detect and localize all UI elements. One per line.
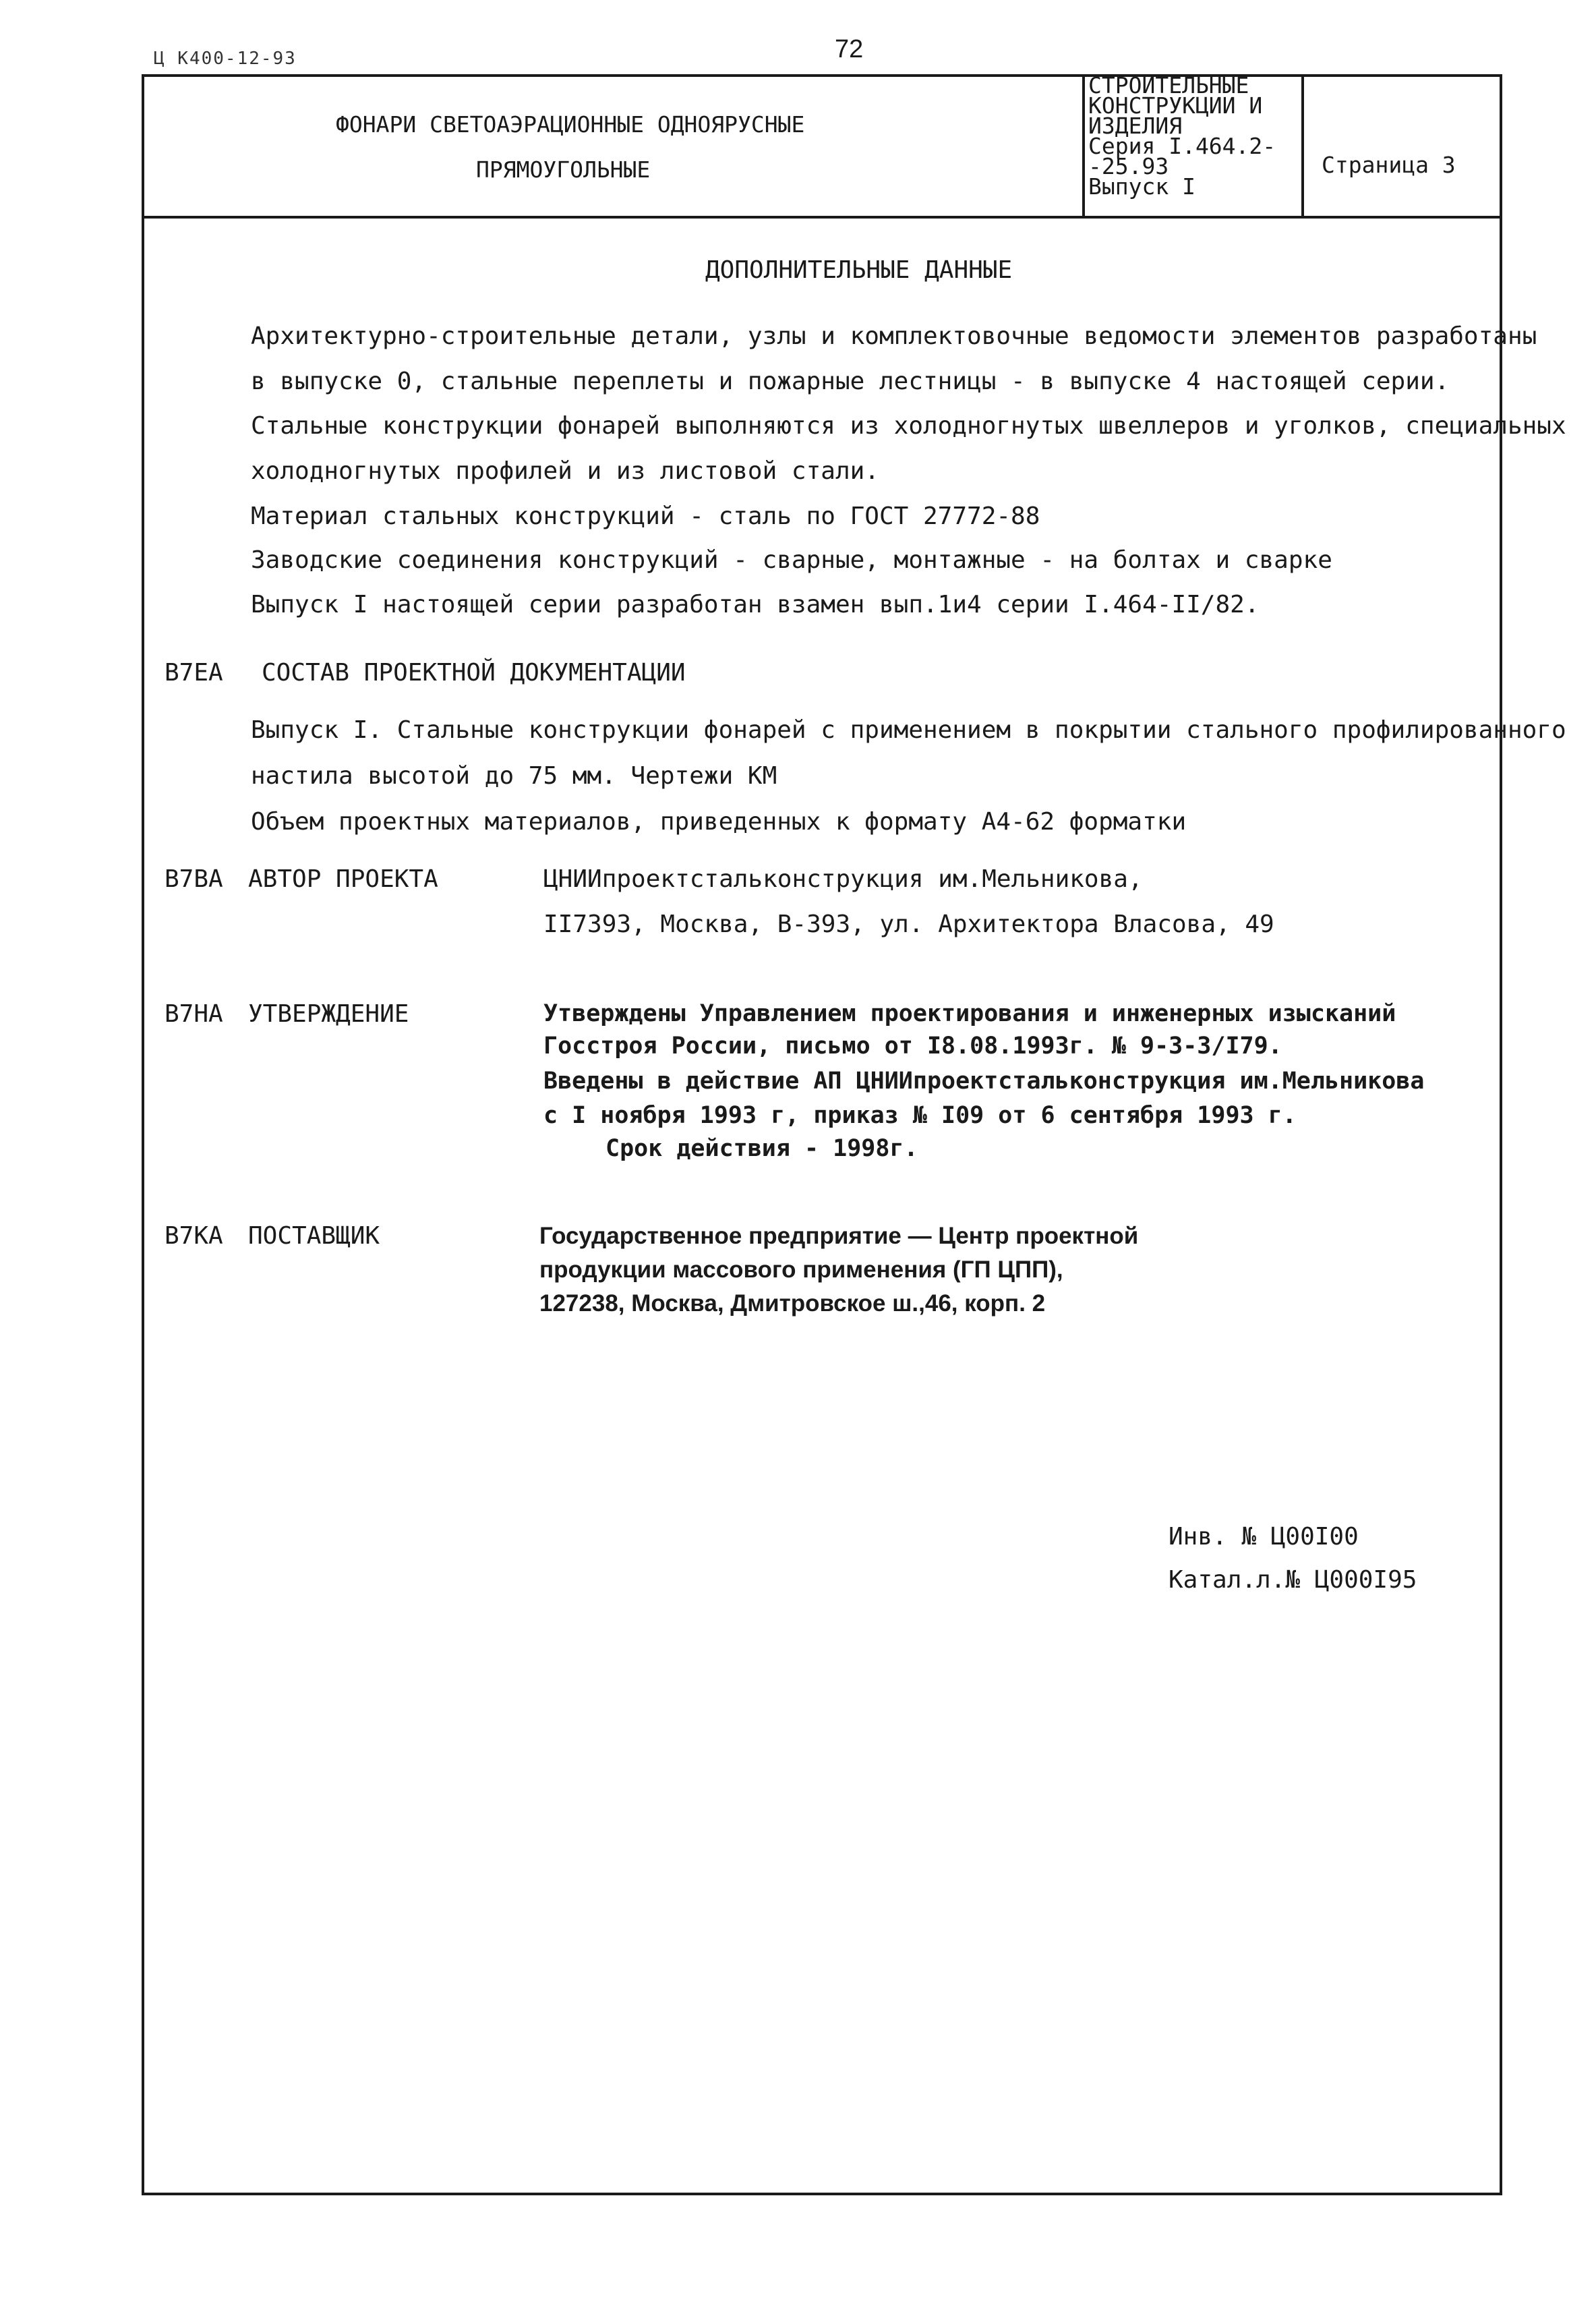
header-title-line2: ПРЯМОУГОЛЬНЫЕ	[476, 156, 651, 183]
b7ba-line: ЦНИИпроектстальконструкция им.Мельникова,	[543, 865, 1143, 893]
header-category-line: СТРОИТЕЛЬНЫЕ	[1088, 72, 1249, 98]
intro-line: в выпуске 0, стальные переплеты и пожарные лестницы - в выпуске 4 настоящей серии.	[251, 368, 1450, 395]
section-code-b7ba: B7BA	[165, 865, 223, 893]
intro-line: Стальные конструкции фонарей выполняются из холодногнутых швеллеров и уголков, специальных	[251, 412, 1566, 440]
header-category-line: Выпуск I	[1088, 173, 1195, 200]
intro-line: Заводские соединения конструкций - сварные, монтажные - на болтах и сварке	[251, 546, 1332, 574]
header-divider	[142, 216, 1502, 219]
section-heading-b7ea: СОСТАВ ПРОЕКТНОЙ ДОКУМЕНТАЦИИ	[262, 659, 686, 687]
section-heading-b7ba: АВТОР ПРОЕКТА	[248, 865, 438, 893]
section-heading-b7ka: ПОСТАВЩИК	[248, 1222, 380, 1250]
b7ha-line: Срок действия - 1998г.	[605, 1135, 918, 1162]
section-code-b7ea: B7EA	[165, 659, 223, 687]
section-heading-b7ha: УТВЕРЖДЕНИЕ	[248, 1000, 409, 1028]
intro-line: Материал стальных конструкций - сталь по ГОСТ 27772-88	[251, 502, 1040, 530]
section-code-b7ha: B7HA	[165, 1000, 223, 1028]
section-code-b7ka: B7KA	[165, 1222, 223, 1250]
inventory-number: Инв. № Ц00I00	[1169, 1523, 1359, 1551]
header-category-line: -25.93	[1088, 153, 1169, 179]
b7ha-line: Госстроя России, письмо от I8.08.1993г. № 9-3-3/I79.	[543, 1033, 1282, 1060]
intro-line: Выпуск I настоящей серии разработан взамен вып.1и4 серии I.464-II/82.	[251, 591, 1260, 618]
b7ea-line: настила высотой до 75 мм. Чертежи КМ	[251, 762, 777, 790]
b7ha-line: с I ноября 1993 г, приказ № I09 от 6 сентября 1993 г.	[543, 1102, 1297, 1129]
b7ka-line: Государственное предприятие — Центр проектной	[539, 1223, 1139, 1249]
header-vertical-divider-1	[1082, 74, 1085, 217]
header-category-line: Серия I.464.2-	[1088, 133, 1276, 159]
section-title: ДОПОЛНИТЕЛЬНЫЕ ДАННЫЕ	[705, 256, 1013, 284]
catalog-number: Катал.л.№ Ц000I95	[1169, 1566, 1417, 1594]
document-stamp: Ц К400-12-93	[154, 49, 297, 69]
intro-line: холодногнутых профилей и из листовой стали.	[251, 457, 879, 485]
header-vertical-divider-2	[1301, 74, 1304, 217]
b7ea-line: Выпуск I. Стальные конструкции фонарей с применением в покрытии стального профилированного	[251, 716, 1566, 744]
header-page-label: Страница 3	[1322, 152, 1456, 178]
header-category-line: КОНСТРУКЦИИ И	[1088, 92, 1263, 119]
intro-line: Архитектурно-строительные детали, узлы и комплектовочные ведомости элементов разработаны	[251, 322, 1537, 350]
b7ea-line: Объем проектных материалов, приведенных к формату А4-62 форматки	[251, 808, 1187, 836]
header-category	[1088, 72, 1276, 200]
b7ka-line: 127238, Москва, Дмитровское ш.,46, корп. 2	[539, 1290, 1046, 1317]
b7ha-line: Утверждены Управлением проектирования и инженерных изысканий	[543, 1000, 1396, 1027]
header-category-line: ИЗДЕЛИЯ	[1088, 113, 1183, 139]
header-title-line1: ФОНАРИ СВЕТОАЭРАЦИОННЫЕ ОДНОЯРУСНЫЕ	[336, 111, 805, 138]
b7ha-line: Введены в действие АП ЦНИИпроектстальконструкция им.Мельникова	[543, 1068, 1425, 1095]
page-number: 72	[835, 35, 864, 63]
b7ka-line: продукции массового применения (ГП ЦПП),	[539, 1256, 1063, 1283]
b7ba-line: II7393, Москва, В-393, ул. Архитектора Власова, 49	[543, 911, 1274, 938]
